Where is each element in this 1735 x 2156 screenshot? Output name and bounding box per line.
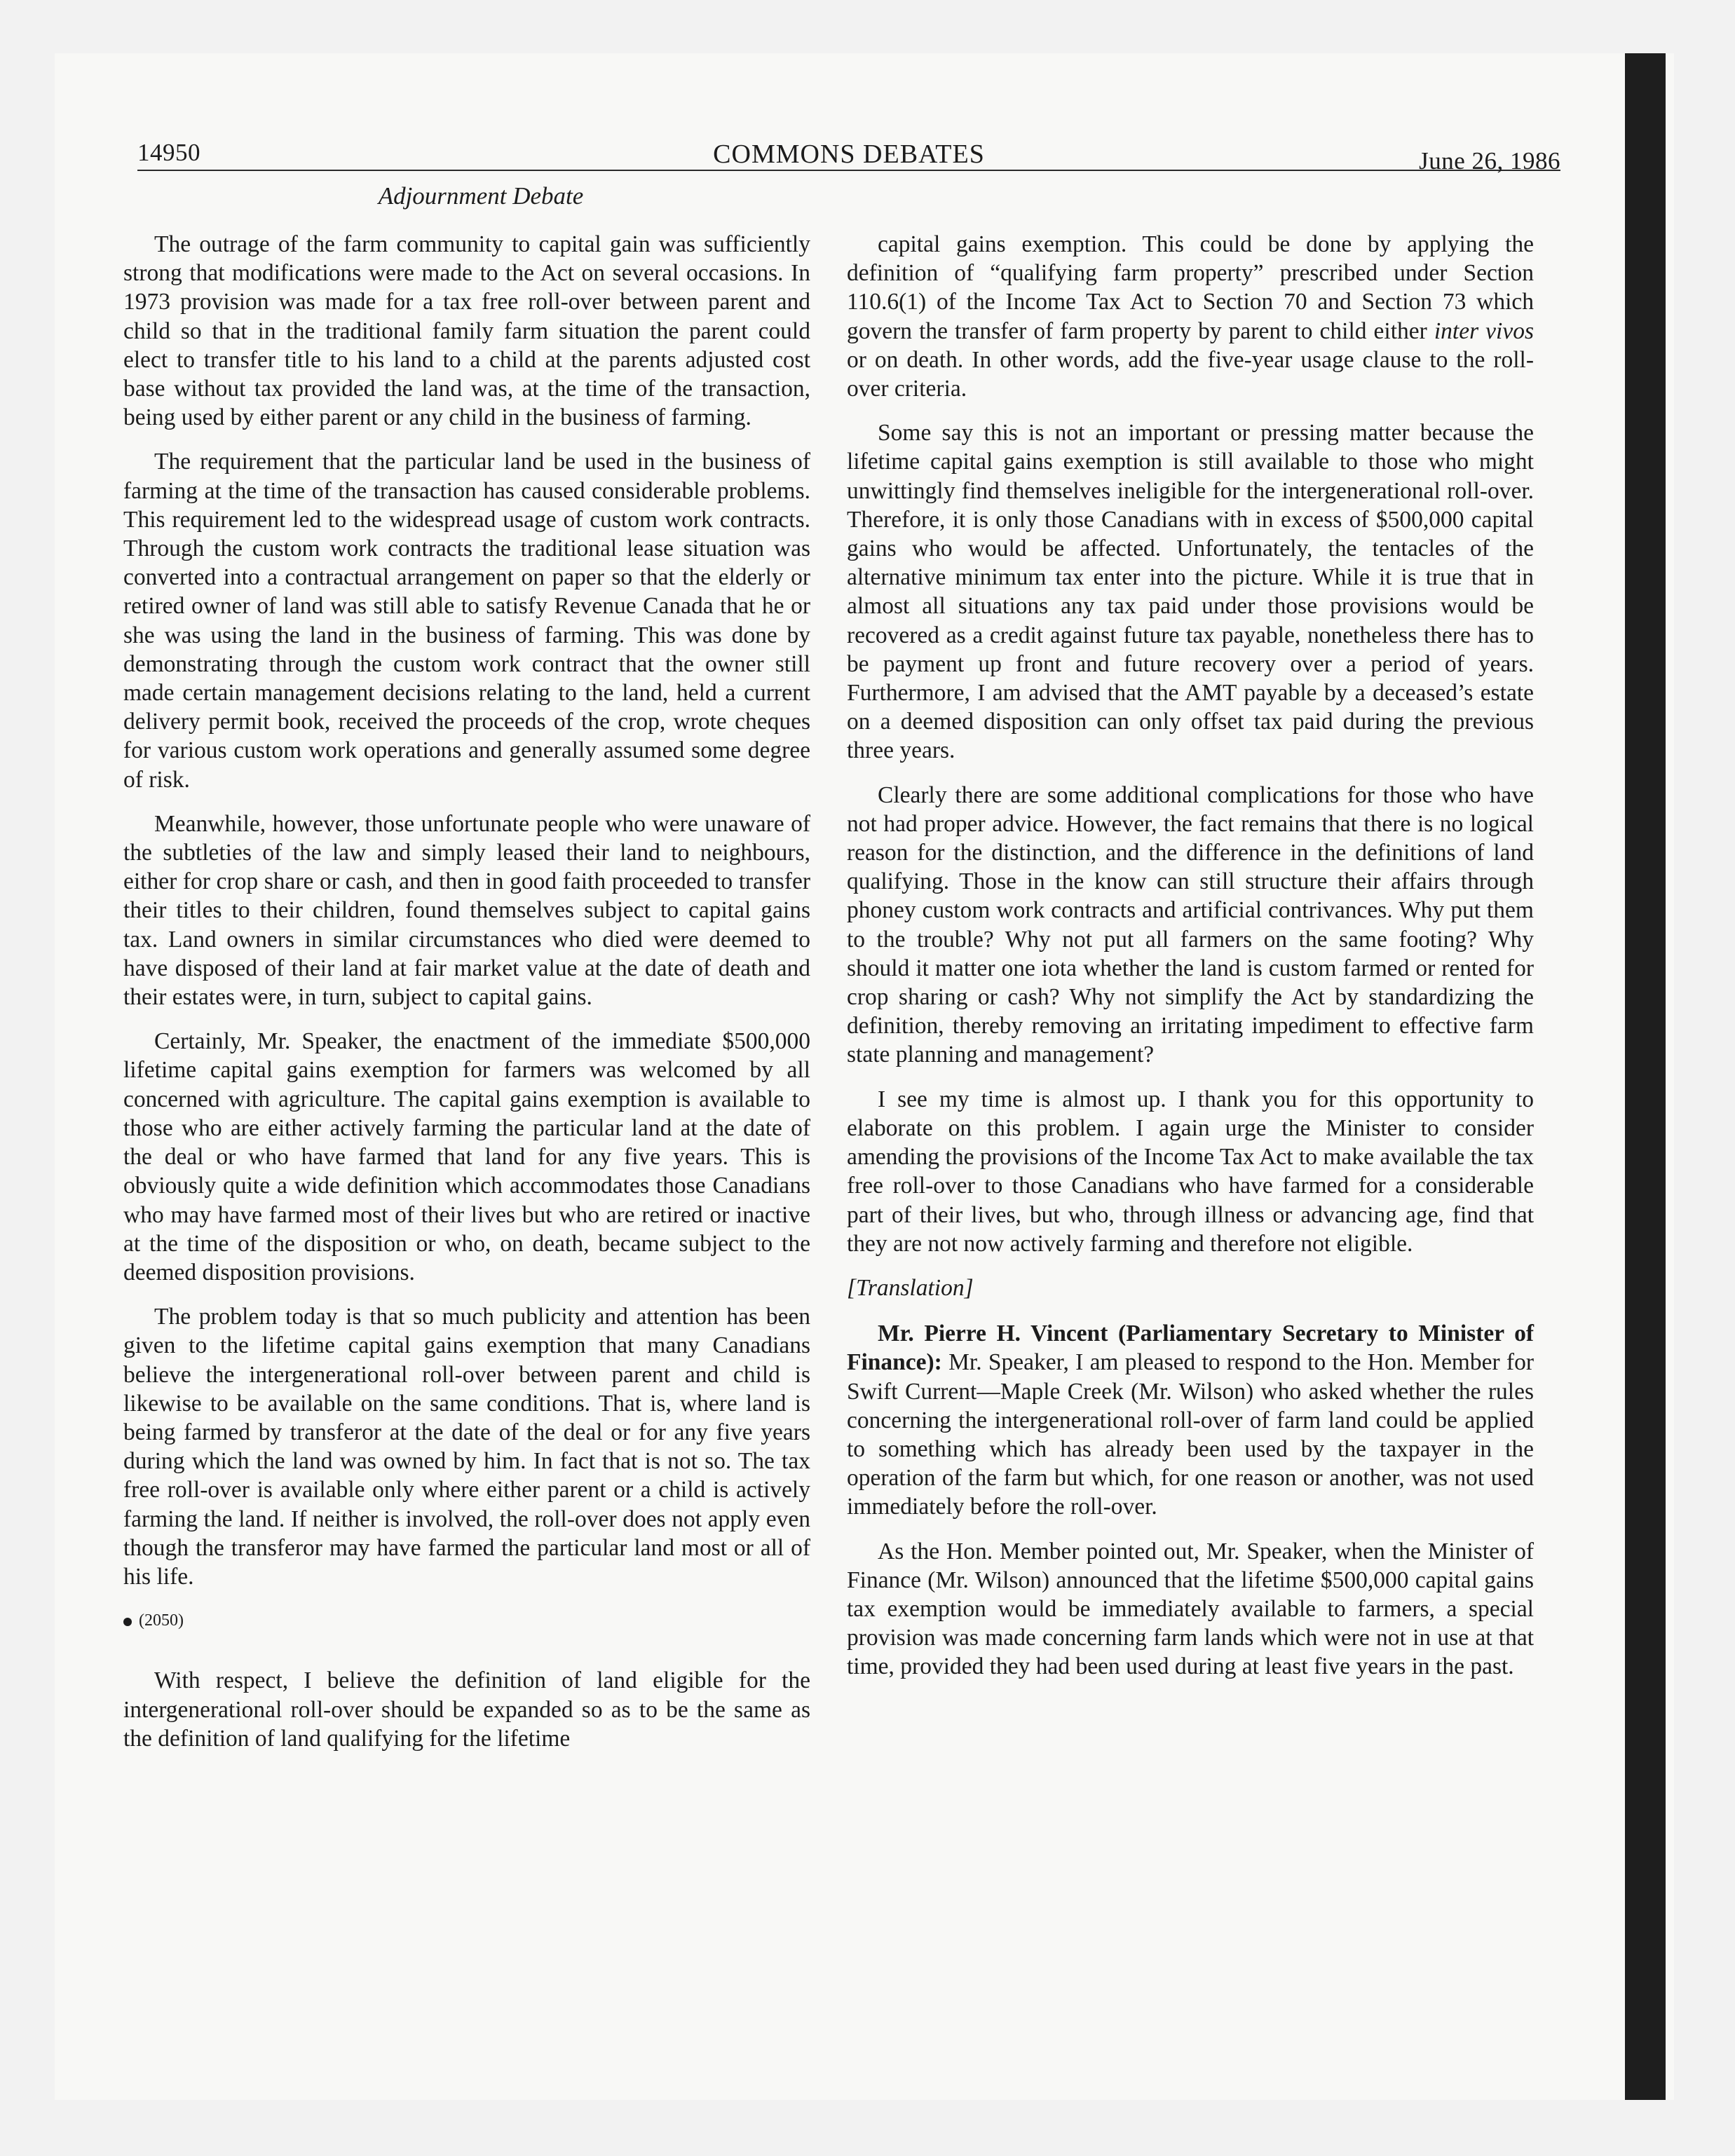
paragraph: I see my time is almost up. I thank you for this opportunity to elaborate on this problem. I again urge the Minister to consider amending the provisions of the Income Tax Act to make available the tax free roll-over to those Canadians who have farmed for a considerable part of their lives, but who, through illness or advancing age, find that they are not now actively farming and therefore not eligible. <box>847 1086 1534 1257</box>
paragraph-text: Mr. Speaker, I am pleased to respond to the Hon. Member for Swift Current—Maple Creek (Mr. Wilson) who asked whether the rules concerning the intergenerational roll-over of farm land could be applied to something which has already been used by the taxpayer in the operation of the farm but which, for one reason or another, was not used immediately before the roll-over. <box>847 1349 1534 1520</box>
left-column <box>123 230 810 1768</box>
paragraph: The requirement that the particular land be used in the business of farming at the time of the transaction has caused considerable problems. This requirement led to the widespread usage of custom work contracts. Through the custom work contracts the traditional lease situation was converted into a contractual arrangement on paper so that the elderly or retired owner of land was still able to satisfy Revenue Canada that he or she was using the land in the business of farming. This was done by demonstrating through the custom work contract that the owner still made certain management decisions relating to the land, held a current delivery permit book, received the proceeds of the crop, wrote cheques for various custom work operations and generally assumed some degree of risk. <box>123 449 810 793</box>
translation-label: [Translation] <box>847 1274 974 1301</box>
right-column <box>847 230 1534 1697</box>
paragraph: The outrage of the farm community to capital gain was sufficiently strong that modifications were made to the Act on several occasions. In 1973 provision was made for a tax free roll-over between parent and child so that in the traditional family farm situation the parent could elect to transfer title to his land to a child at the parents adjusted cost base without tax provided the land was, at the time of the transaction, being used by either parent or any child in the business of farming. <box>123 231 810 431</box>
publication-title: COMMONS DEBATES <box>713 139 985 169</box>
binding-edge <box>1625 53 1666 2100</box>
paragraph: Meanwhile, however, those unfortunate people who were unaware of the subtleties of the law and simply leased their land to neighbours, either for crop share or cash, and then in good faith proceeded to transfer their titles to their children, found themselves subject to capital gains tax. Land owners in similar circumstances who died were deemed to have disposed of their land at fair market value at the date of death and their estates were, in turn, subject to capital gains. <box>123 810 810 1011</box>
page-header <box>137 133 1560 175</box>
section-heading: Adjournment Debate <box>378 182 584 210</box>
time-marker <box>123 1606 810 1635</box>
paragraph: Certainly, Mr. Speaker, the enactment of the immediate $500,000 lifetime capital gains exemption for farmers was welcomed by all concerned with agriculture. The capital gains exemption is available to those who are either actively farming the particular land at the date of the deal or who have farmed that land for any five years. This is obviously quite a wide definition which accommodates those Canadians who may have farmed most of their lives but who are retired or inactive at the time of the disposition or who, on death, became subject to the deemed disposition provisions. <box>123 1028 810 1285</box>
time-marker-text: (2050) <box>139 1611 184 1630</box>
paragraph: With respect, I believe the definition of land eligible for the intergenerational roll-over should be expanded so as to be the same as the definition of land qualifying for the lifetime <box>123 1667 810 1752</box>
speaker-paragraph <box>847 1319 1534 1521</box>
page-number: 14950 <box>137 139 200 166</box>
paragraph: Clearly there are some additional complications for those who have not had proper advice. However, the fact remains that there is no logical reason for the distinction, and the difference in the definitions of land qualifying. Those in the know can still structure their affairs through phoney custom work contracts and artificial contrivances. Why put them to the trouble? Why not put all farmers on the same footing? Why should it matter one iota whether the land is custom farmed or rented for crop sharing or cash? Why not simplify the Act by standardizing the definition, thereby removing an irritating impediment to effective farm state planning and management? <box>847 782 1534 1068</box>
latin-phrase: inter vivos <box>1434 318 1534 344</box>
speaker-name: Mr. Pierre H. Vincent (Parliamentary Secretary to Minister of Finance): <box>847 1321 1534 1376</box>
paragraph: As the Hon. Member pointed out, Mr. Speaker, when the Minister of Finance (Mr. Wilson) announced that the lifetime $500,000 capital gains tax exemption would be immediately available to farmers, a special provision was made concerning farm lands which were not in use at that time, provided they had been used during at least five years in the past. <box>847 1538 1534 1680</box>
paragraph-text: capital gains exemption. This could be done by applying the definition of “qualifying farm property” prescribed under Section 110.6(1) of the Income Tax Act to Section 70 and Section 73 which govern the transfer of farm property by parent to child either <box>847 231 1534 344</box>
bullet-icon <box>123 1618 132 1626</box>
paragraph: The problem today is that so much publicity and attention has been given to the lifetime capital gains exemption that many Canadians believe the intergenerational roll-over between parent and child is likewise to be available on the same conditions. That is, where land is being farmed by transferor at the date of the deal or for any five years during which the land was owned by him. In fact that is not so. The tax free roll-over is available only where either parent or a child is actively farming the land. If neither is involved, the roll-over does not apply even though the transferor may have farmed the particular land most or all of his life. <box>123 1304 810 1590</box>
paragraph: Some say this is not an important or pressing matter because the lifetime capital gains exemption is still available to those who might unwittingly find themselves ineligible for the intergenerational roll-over. Therefore, it is only those Canadians with in excess of $500,000 capital gains who would be affected. Unfortunately, the tentacles of the alternative minimum tax enter into the picture. While it is true that in almost all situations any tax paid under those provisions would be recovered as a credit against future tax payable, nonetheless there has to be payment up front and future recovery over a period of years. Furthermore, I am advised that the AMT payable by a deceased’s estate on a deemed disposition can only offset tax paid during the previous three years. <box>847 420 1534 764</box>
paragraph <box>847 230 1534 403</box>
paragraph-text: or on death. In other words, add the five-year usage clause to the roll-over criteria. <box>847 346 1534 402</box>
publication-date: June 26, 1986 <box>1419 147 1560 175</box>
